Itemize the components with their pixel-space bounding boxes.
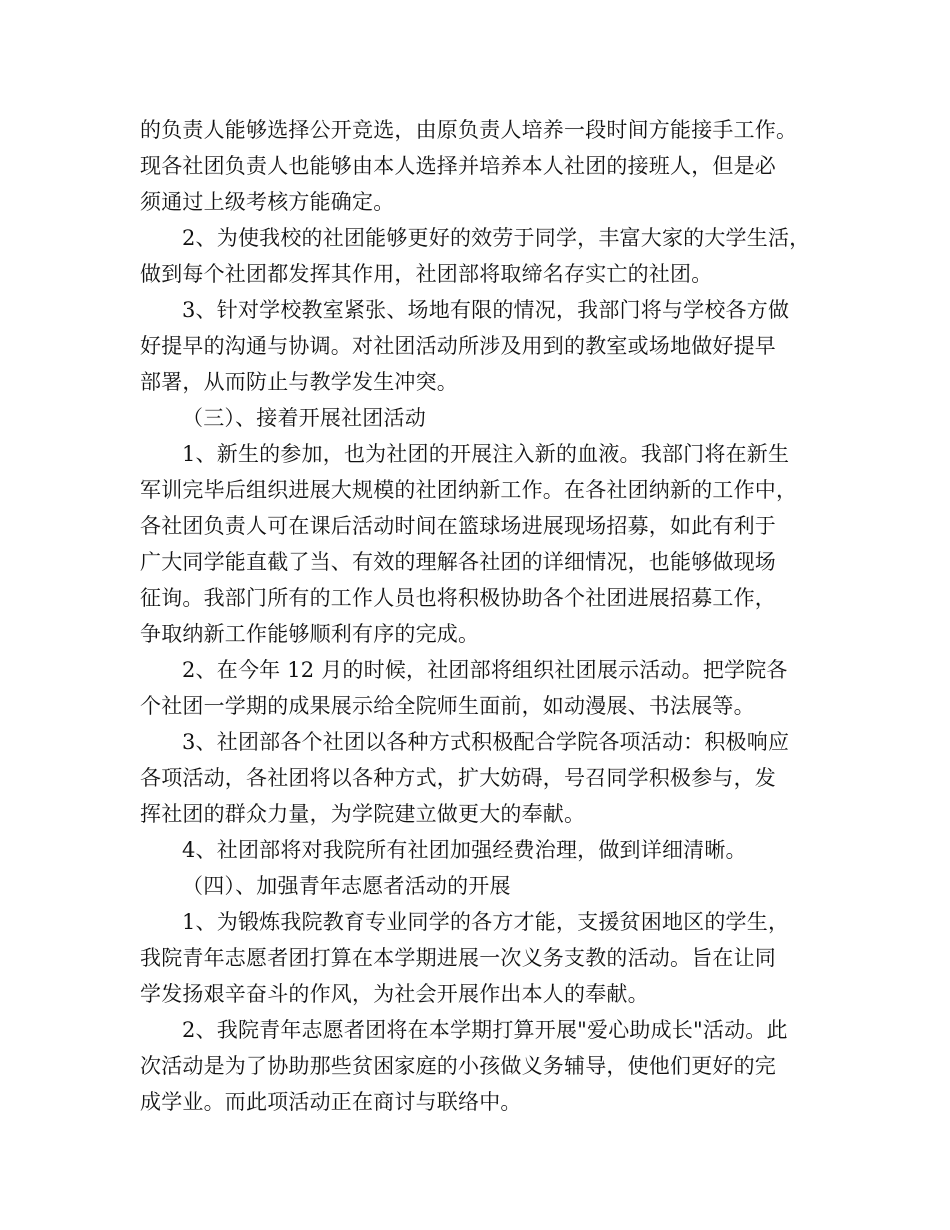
text-line: 3、针对学校教室紧张、场地有限的情况，我部门将与学校各方做 [182, 298, 790, 322]
text-line: 个社团一学期的成果展示给全院师生面前，如动漫展、书法展等。 [140, 694, 755, 718]
section-heading: （三）、接着开展社团活动 [182, 406, 426, 430]
text-line: 次活动是为了协助那些贫困家庭的小孩做义务辅导，使他们更好的完 [140, 1054, 776, 1078]
text-line: 征询。我部门所有的工作人员也将积极协助各个社团进展招募工作， [140, 586, 776, 610]
text-line: 须通过上级考核方能确定。 [140, 190, 395, 214]
text-line: 部署，从而防止与教学发生冲突。 [140, 370, 458, 394]
text-line: 2、在今年 12 月的时候，社团部将组织社团展示活动。把学院各 [182, 658, 788, 682]
text-line: 做到每个社团都发挥其作用，社团部将取缔名存实亡的社团。 [140, 262, 713, 286]
text-line: 2、我院青年志愿者团将在本学期打算开展"爱心助成长"活动。此 [182, 1018, 788, 1042]
text-line: 挥社团的群众力量，为学院建立做更大的奉献。 [140, 802, 586, 826]
text-line: 好提早的沟通与协调。对社团活动所涉及用到的教室或场地做好提早 [140, 334, 776, 358]
text-line: 我院青年志愿者团打算在本学期进展一次义务支教的活动。旨在让同 [140, 946, 776, 970]
text-line: 4、社团部将对我院所有社团加强经费治理，做到详细清晰。 [182, 838, 747, 862]
section-heading: （四）、加强青年志愿者活动的开展 [182, 874, 511, 898]
text-line: 现各社团负责人也能够由本人选择并培养本人社团的接班人，但是必 [140, 154, 776, 178]
text-line: 争取纳新工作能够顺利有序的完成。 [140, 622, 480, 646]
document-body [140, 112, 840, 1120]
text-line: 学发扬艰辛奋斗的作风，为社会开展作出本人的奉献。 [140, 982, 649, 1006]
text-line: 成学业。而此项活动正在商讨与联络中。 [140, 1090, 522, 1114]
text-line: 1、新生的参加，也为社团的开展注入新的血液。我部门将在新生 [182, 442, 790, 466]
text-line: 各社团负责人可在课后活动时间在篮球场进展现场招募，如此有利于 [140, 514, 776, 538]
text-line: 军训完毕后组织进展大规模的社团纳新工作。在各社团纳新的工作中， [140, 478, 798, 502]
text-line: 2、为使我校的社团能够更好的效劳于同学，丰富大家的大学生活， [182, 226, 811, 250]
text-line: 广大同学能直截了当、有效的理解各社团的详细情况，也能够做现场 [140, 550, 776, 574]
text-line: 3、社团部各个社团以各种方式积极配合学院各项活动：积极响应 [182, 730, 790, 754]
text-line: 各项活动，各社团将以各种方式，扩大妨碍，号召同学积极参与，发 [140, 766, 776, 790]
text-line: 的负责人能够选择公开竞选，由原负责人培养一段时间方能接手工作。 [140, 118, 798, 142]
text-line: 1、为锻炼我院教育专业同学的各方才能，支援贫困地区的学生， [182, 910, 790, 934]
